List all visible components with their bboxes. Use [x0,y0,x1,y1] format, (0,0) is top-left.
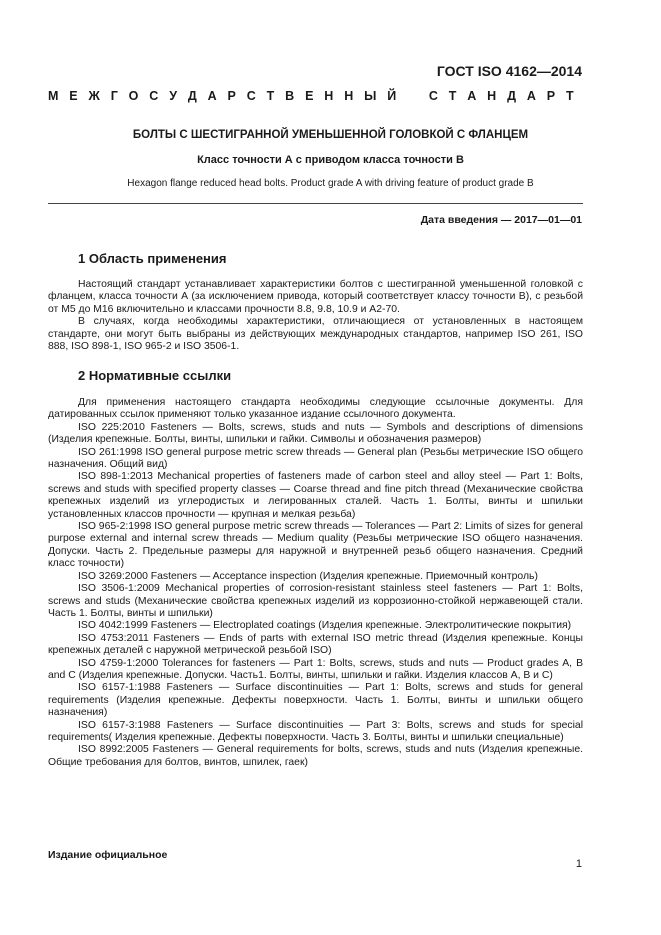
banner-letter: А [467,89,477,103]
banner-letter: Н [344,89,354,103]
reference-item: ISO 6157-1:1988 Fasteners — Surface discontinuities — Part 1: Bolts, screws and studs for general requirements (Изделия крепежные. Дефекты поверхности. Часть 1. Болты, винты и шпильки общего назначения) [48,682,583,719]
banner-letter: Т [266,89,275,103]
banner-letter: Д [187,89,197,103]
reference-item: ISO 225:2010 Fasteners — Bolts, screws, studs and nuts — Symbols and descriptions of dimensions (Изделия крепежные. Болты, винты, шпильки и гайки. Символы и обозначения размеров) [48,421,583,446]
banner-letter: Й [387,89,397,103]
banner-letter: Ы [364,89,377,103]
section-heading-scope: 1 Область применения [78,251,227,266]
banner-letter: Т [565,89,574,103]
banner-letter: С [149,89,159,103]
reference-item: ISO 4753:2011 Fasteners — Ends of parts with external ISO metric thread (Изделия крепежные. Концы крепежных деталей с наружной метрической резьбой ISO) [48,632,583,657]
banner-letter: А [526,89,536,103]
document-subtitle: Класс точности А с приводом класса точности В [197,154,464,166]
banner-letter: С [246,89,256,103]
banner-letter: У [169,89,177,103]
banner-letter: Е [69,89,78,103]
reference-item: ISO 261:1998 ISO general purpose metric screw threads — General plan (Резьбы метрические ISO общего назначения. Общий вид) [48,446,583,471]
banner-letter: В [285,89,295,103]
reference-item: ISO 4759-1:2000 Tolerances for fasteners — Part 1: Bolts, screws, studs and nuts — Product grades A, B and C (Изделия крепежные. Допуски. Часть1. Болты, винты, шпильки и гайки. Изделия классов А, В и С) [48,657,583,681]
section-heading-normative-references: 2 Нормативные ссылки [78,368,232,383]
section-references-body [48,397,583,769]
section-scope-body [48,279,583,353]
banner-letter: Н [324,89,334,103]
document-title: БОЛТЫ С ШЕСТИГРАННОЙ УМЕНЬШЕННОЙ ГОЛОВКОЙ С ФЛАНЦЕМ [132,129,529,141]
reference-item: ISO 6157-3:1988 Fasteners — Surface discontinuities — Part 3: Bolts, screws and studs for special requirements( Изделия крепежные. Дефекты поверхности. Часть 3. Болты, винты и шпильки специальные) [48,719,583,743]
standard-code: ГОСТ ISO 4162—2014 [436,63,582,79]
banner-letter: Г [110,89,118,103]
header-divider [48,203,583,204]
paragraph: В случаях, когда необходимы характеристики, отличающиеся от установленных в настоящем стандарте, они могут быть выбраны из действующих международных стандартов, например ISO 261, ISO 888, ISO 898-1, ISO 965-2 и ISO 3506-1. [48,316,583,353]
banner-letter: А [207,89,217,103]
banner-letter: Р [546,89,556,103]
banner-letter: Ж [88,89,100,103]
page-number: 1 [575,858,582,870]
banner-letter: Н [487,89,497,103]
reference-item: ISO 965-2:1998 ISO general purpose metric screw threads — Tolerances — Part 2: Limits of sizes for general purpose external and internal screw threads — Medium quality (Резьбы метрические ISO общего назначения. Допуски. Часть 2. Предельные размеры для наружной и внутренней резьб общего назначения. Средний класс точности) [48,521,583,570]
reference-item: ISO 3269:2000 Fasteners — Acceptance inspection (Изделия крепежные. Приемочный контроль) [78,570,538,582]
paragraph: Для применения настоящего стандарта необходимы следующие ссылочные документы. Для датированных ссылок применяют только указанное издание ссылочного документа. [48,397,583,421]
banner-letter: Р [227,89,236,103]
reference-item: ISO 8992:2005 Fasteners — General requirements for bolts, screws, studs and nuts (Изделия крепежные. Общие требования для болтов, винтов, шпилек, гаек) [48,744,583,768]
banner-letter: Д [507,89,516,103]
reference-item: ISO 4042:1999 Fasteners — Electroplated coatings (Изделия крепежные. Электролитические покрытия) [78,620,572,632]
banner-letter: Е [305,89,314,103]
reference-item: ISO 898-1:2013 Mechanical properties of fasteners made of carbon steel and alloy steel — Part 1: Bolts, screws and studs with specified property classes — Coarse thread and fine pitch thread (Механические свойства крепежных изделий из углеродистых и легированных сталей. Часть 1. Болты, винты и шпильки установленных классов прочности — крупная и мелкая резьба) [48,471,583,520]
banner-letter: М [48,89,59,103]
paragraph: Настоящий стандарт устанавливает характеристики болтов с шестигранной уменьшенной головкой с фланцем, класса точности А (за исключением привода, который соответствует классу точности В), с резьбой от М5 до М16 включительно и классами прочности 8.8, 9.8, 10.9 и А2-70. [48,279,583,315]
banner-letter: Т [448,89,457,103]
interstate-standard-banner [48,89,574,103]
introduction-date: Дата введения — 2017—01—01 [420,214,582,226]
document-title-english: Hexagon flange reduced head bolts. Product grade A with driving feature of product grade B [127,178,534,189]
official-edition-label: Издание официальное [48,849,168,861]
banner-letter: О [128,89,139,103]
reference-item: ISO 3506-1:2009 Mechanical properties of corrosion-resistant stainless steel fasteners — Part 1: Bolts, screws and studs (Механические свойства крепежных изделий из коррозионно-стойкой нержавеющей стали. Часть 1. Болты, винты и шпильки) [48,583,583,619]
banner-letter: С [428,89,438,103]
